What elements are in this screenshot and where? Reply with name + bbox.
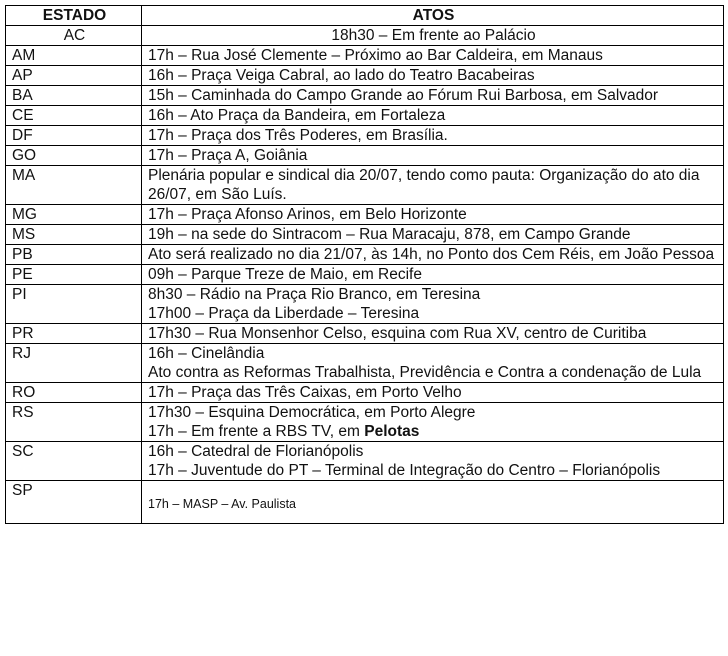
act-line: 16h – Catedral de Florianópolis (148, 443, 364, 460)
acts-cell (142, 344, 724, 383)
table-row (6, 66, 724, 86)
state-cell: AC (6, 26, 142, 46)
acts-cell (142, 86, 724, 106)
state-cell: AP (6, 66, 142, 86)
table-row (6, 383, 724, 403)
acts-cell (142, 205, 724, 225)
state-cell: RJ (6, 344, 142, 383)
acts-cell (142, 481, 724, 524)
state-cell: MA (6, 166, 142, 205)
header-atos: ATOS (142, 6, 724, 26)
act-line: Plenária popular e sindical dia 20/07, tendo como pauta: Organização do ato dia 26/07, em São Luís. (148, 167, 700, 203)
table-row (6, 403, 724, 442)
atos-table (5, 5, 724, 524)
act-line-prefix: 17h – Em frente a RBS TV, em (148, 423, 365, 440)
table-row (6, 245, 724, 265)
act-line: 16h – Ato Praça da Bandeira, em Fortaleza (148, 107, 446, 124)
state-cell: MS (6, 225, 142, 245)
act-line: Ato será realizado no dia 21/07, às 14h, no Ponto dos Cem Réis, em João Pessoa (148, 246, 715, 263)
table-row (6, 86, 724, 106)
acts-cell (142, 285, 724, 324)
table-row (6, 265, 724, 285)
acts-cell (142, 66, 724, 86)
state-cell: RO (6, 383, 142, 403)
acts-cell (142, 403, 724, 442)
state-cell: AM (6, 46, 142, 66)
table-row (6, 285, 724, 324)
act-line: 17h – Rua José Clemente – Próximo ao Bar Caldeira, em Manaus (148, 47, 603, 64)
act-line: 17h – Praça das Três Caixas, em Porto Velho (148, 384, 462, 401)
table-row (6, 324, 724, 344)
act-line: 17h – MASP – Av. Paulista (148, 497, 297, 511)
act-line: 16h – Cinelândia (148, 345, 265, 362)
act-line: 17h – Praça Afonso Arinos, em Belo Horizonte (148, 206, 467, 223)
state-cell: GO (6, 146, 142, 166)
acts-cell (142, 106, 724, 126)
act-line: 17h – Praça A, Goiânia (148, 147, 308, 164)
state-cell: SP (6, 481, 142, 524)
act-line: 18h30 – Em frente ao Palácio (331, 27, 536, 44)
table-row (6, 225, 724, 245)
table-row (6, 166, 724, 205)
acts-cell (142, 166, 724, 205)
state-cell: MG (6, 205, 142, 225)
act-line: 16h – Praça Veiga Cabral, ao lado do Teatro Bacabeiras (148, 67, 535, 84)
table-row (6, 106, 724, 126)
state-cell: PE (6, 265, 142, 285)
table-row (6, 146, 724, 166)
act-line: 17h – Praça dos Três Poderes, em Brasília. (148, 127, 448, 144)
acts-cell (142, 324, 724, 344)
table-row (6, 442, 724, 481)
acts-cell (142, 146, 724, 166)
act-line: 17h30 – Rua Monsenhor Celso, esquina com Rua XV, centro de Curitiba (148, 325, 647, 342)
acts-cell (142, 46, 724, 66)
state-cell: PR (6, 324, 142, 344)
state-cell: PI (6, 285, 142, 324)
state-cell: PB (6, 245, 142, 265)
act-line: 17h – Juventude do PT – Terminal de Integração do Centro – Florianópolis (148, 462, 661, 479)
act-line: 15h – Caminhada do Campo Grande ao Fórum Rui Barbosa, em Salvador (148, 87, 659, 104)
act-line: 17h00 – Praça da Liberdade – Teresina (148, 305, 420, 322)
acts-cell (142, 225, 724, 245)
act-city-bold: Pelotas (364, 423, 420, 440)
act-line: Ato contra as Reformas Trabalhista, Previdência e Contra a condenação de Lula (148, 364, 702, 381)
table-row (6, 46, 724, 66)
act-line: 19h – na sede do Sintracom – Rua Maracaju, 878, em Campo Grande (148, 226, 631, 243)
table-row (6, 26, 724, 46)
state-cell: RS (6, 403, 142, 442)
acts-cell (142, 26, 724, 46)
header-estado: ESTADO (6, 6, 142, 26)
act-line: 8h30 – Rádio na Praça Rio Branco, em Teresina (148, 286, 481, 303)
state-cell: SC (6, 442, 142, 481)
state-cell: CE (6, 106, 142, 126)
table-row (6, 126, 724, 146)
state-cell: DF (6, 126, 142, 146)
acts-cell (142, 126, 724, 146)
table-row (6, 205, 724, 225)
act-line (148, 422, 719, 441)
act-line: 17h30 – Esquina Democrática, em Porto Alegre (148, 404, 476, 421)
table-row (6, 344, 724, 383)
acts-cell (142, 265, 724, 285)
acts-cell (142, 245, 724, 265)
table-row (6, 481, 724, 524)
act-line: 09h – Parque Treze de Maio, em Recife (148, 266, 422, 283)
table-header-row (6, 6, 724, 26)
state-cell: BA (6, 86, 142, 106)
acts-cell (142, 442, 724, 481)
acts-cell (142, 383, 724, 403)
